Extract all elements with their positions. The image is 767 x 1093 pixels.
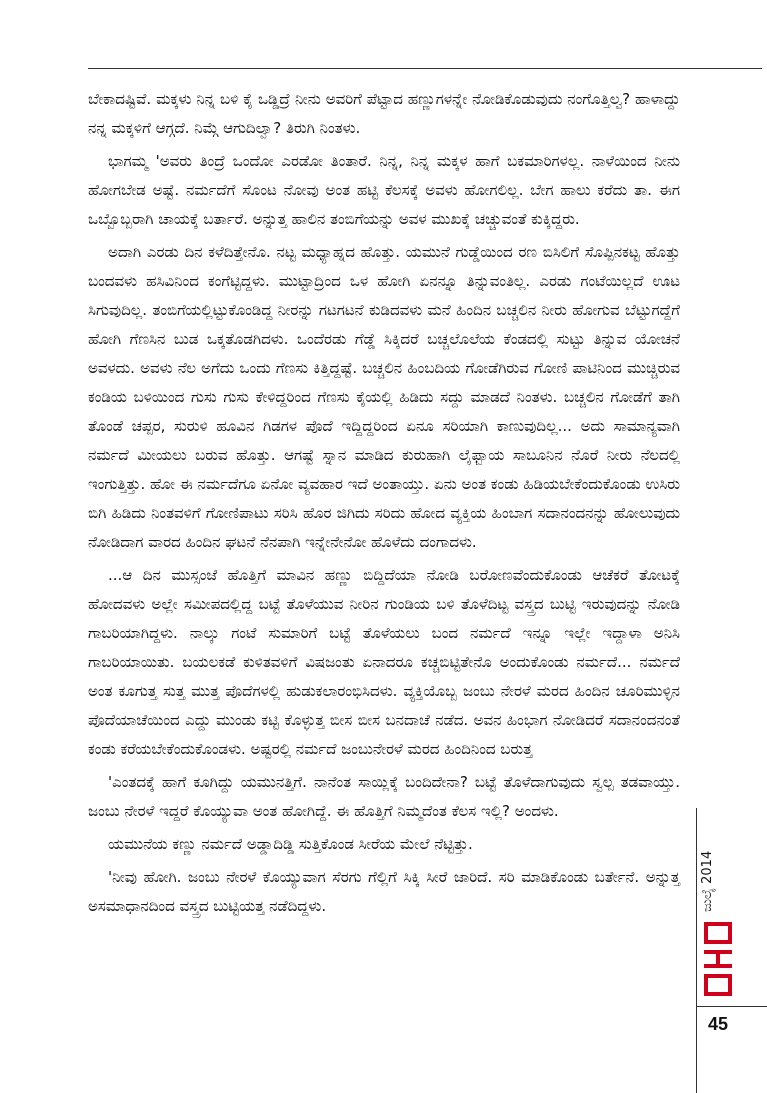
paragraph-2: ಭಾಗಮ್ಮ 'ಅವರು ತಿಂದ್ರೆ ಒಂದೋ ಎರಡೋ ತಿಂತಾರೆ. ನಿನ್ನ, ನಿನ್ನ ಮಕ್ಕಳ ಹಾಗೆ ಬಕಮಾರಿಗಳಲ್ಲ. ನಾಳೆಯಿಂದ ನೀನು ಹೋಗಬೇಡ ಅಷ್ಟೆ. ನರ್ಮದೆಗೆ ಸೊಂಟ ನೋವು ಅಂತ ಹಟ್ಟಿ ಕೆಲಸಕ್ಕೆ ಅವಳು ಹೋಗಲಿಲ್ಲ. ಬೇಗ ಹಾಲು ಕರೆದು ತಾ. ಈಗ ಒಬ್ಬೊಬ್ಬರಾಗಿ ಚಾಯಕ್ಕೆ ಬರ್ತಾರೆ. ಅನ್ನುತ್ತ ಹಾಲಿನ ತಂಬಿಗೆಯನ್ನು ಅವಳ ಮುಖಕ್ಕೆ ಚಚ್ಚುವಂತೆ ಕುಕ್ಕಿದ್ದರು. [88, 152, 680, 228]
magazine-logo [700, 920, 736, 1000]
page-number: 45 [708, 1014, 729, 1034]
issue-date: ಜುಲೈ 2014 [700, 850, 715, 912]
paragraph-5: 'ಎಂತದಕ್ಕೆ ಹಾಗೆ ಕೂಗಿದ್ದು ಯಮುನತ್ತಿಗೆ. ನಾನೆಂತ ಸಾಯ್ಲಿಕ್ಕೆ ಬಂದಿದೇನಾ? ಬಟ್ಟೆ ತೊಳೆದಾಗುವುದು ಸ್ವಲ್ಪ ತಡವಾಯ್ತು. ಜಂಬು ನೇರಳೆ ಇದ್ದರೆ ಕೊಯ್ಯುವಾ ಅಂತ ಹೋಗಿದ್ದೆ. ಈ ಹೊತ್ತಿಗೆ ನಿಮ್ಮದೆಂತ ಕೆಲಸ ಇಲ್ಲಿ? ಅಂದಳು. [88, 773, 680, 820]
paragraph-1: ಬೇಕಾದಷ್ಟಿವೆ. ಮಕ್ಕಳು ನಿನ್ನ ಬಳಿ ಕೈ ಒಡ್ಡಿದ್ರೆ ನೀನು ಅವರಿಗೆ ಪೆಟ್ಟಾದ ಹಣ್ಣುಗಳನ್ನೇ ನೋಡಿಕೊಡುವುದು ನಂಗೊತ್ತಿಲ್ವ? ಹಾಳಾದ್ದು ನನ್ನ ಮಕ್ಕಳಿಗೆ ಆಗ್ಗದೆ. ನಿಮ್ಗೆ ಆಗುದಿಲ್ವಾ? ತಿರುಗಿ ನಿಂತಳು. [88, 90, 680, 137]
story-body [88, 85, 680, 925]
paragraph-7: 'ನೀವು ಹೋಗಿ. ಜಂಬು ನೇರಳೆ ಕೊಯ್ಯುವಾಗ ಸೆರಗು ಗೆಲ್ಲಿಗೆ ಸಿಕ್ಕಿ ಸೀರೆ ಜಾರಿದೆ. ಸರಿ ಮಾಡಿಕೊಂಡು ಬರ್ತೇನೆ. ಅನ್ನುತ್ತ ಅಸಮಾಧಾನದಿಂದ ವಸ್ತ್ರದ ಬುಟ್ಟಿಯತ್ತ ನಡೆದಿದ್ದಳು. [88, 868, 680, 915]
paragraph-4: ...ಆ ದಿನ ಮುಸ್ಸಂಜೆ ಹೊತ್ತಿಗೆ ಮಾವಿನ ಹಣ್ಣು ಬಿದ್ದಿದೆಯಾ ನೋಡಿ ಬರೋಣವೆಂದುಕೊಂಡು ಆಚೆಕರೆ ತೋಟಕ್ಕೆ ಹೋದವಳು ಅಲ್ಲೇ ಸಮೀಪದಲ್ಲಿದ್ದ ಬಟ್ಟೆ ತೊಳೆಯುವ ನೀರಿನ ಗುಂಡಿಯ ಬಳಿ ತೊಳೆದಿಟ್ಟ ವಸ್ತ್ರದ ಬುಟ್ಟಿ ಇರುವುದನ್ನು ನೋಡಿ ಗಾಬರಿಯಾಗಿದ್ದಳು. ನಾಲ್ಕು ಗಂಟೆ ಸುಮಾರಿಗೆ ಬಟ್ಟೆ ತೊಳೆಯಲು ಬಂದ ನರ್ಮದೆ ಇನ್ನೂ ಇಲ್ಲೇ ಇದ್ದಾಳಾ ಅನಿಸಿ ಗಾಬರಿಯಾಯಿತು. ಬಯಲಕಡೆ ಕುಳಿತವಳಿಗೆ ವಿಷಜಂತು ಏನಾದರೂ ಕಚ್ಚಬಿಟ್ಟಿತೇನೊ ಅಂದುಕೊಂಡು ನರ್ಮದೆ... ನರ್ಮದೆ ಅಂತ ಕೂಗುತ್ತ ಸುತ್ತ ಮುತ್ತ ಪೊದೆಗಳಲ್ಲಿ ಹುಡುಕಲಾರಂಭಿಸಿದಳು. ವ್ಯಕ್ತಿಯೊಬ್ಬ ಜಂಬು ನೇರಳೆ ಮರದ ಹಿಂದಿನ ಚೂರಿಮುಳ್ಳಿನ ಪೊದೆಯಾಚೆಯಿಂದ ಎದ್ದು ಮುಂಡು ಕಟ್ಟಿ ಕೊಳ್ಳುತ್ತ ಬೀಸ ಬೀಸ ಬನದಾಚೆ ನಡೆದ. ಅವನ ಹಿಂಭಾಗ ನೋಡಿದರೆ ಸದಾನಂದನಂತೆ ಕಂಡು ಕರೆಯಬೇಕೆಂದುಕೊಂಡಳು. ಅಷ್ಟರಲ್ಲಿ ನರ್ಮದೆ ಜಂಬುನೇರಳೆ ಮರದ ಹಿಂದಿನಿಂದ ಬರುತ್ತ [88, 566, 681, 758]
page-number-rule [696, 1006, 767, 1007]
paragraph-3: ಅದಾಗಿ ಎರಡು ದಿನ ಕಳೆದಿತ್ತೇನೊ. ನಟ್ಟ ಮಧ್ಯಾಹ್ನದ ಹೊತ್ತು. ಯಮುನೆ ಗುಡ್ಡೆಯಿಂದ ರಣ ಬಿಸಿಲಿಗೆ ಸೊಪ್ಪಿನಕಟ್ಟ ಹೊತ್ತು ಬಂದವಳು ಹಸಿವಿನಿಂದ ಕಂಗೆಟ್ಟಿದ್ದಳು. ಮುಟ್ಟಾದ್ರಿಂದ ಒಳ ಹೋಗಿ ಏನನ್ನೂ ತಿನ್ನುವಂತಿಲ್ಲ. ಎರಡು ಗಂಟೆಯಿಲ್ಲದೆ ಊಟ ಸಿಗುವುದಿಲ್ಲ. ತಂಬಿಗೆಯಲ್ಲಿಟ್ಟುಕೊಂಡಿದ್ದ ನೀರನ್ನು ಗಟಗಟನೆ ಕುಡಿದವಳು ಮನೆ ಹಿಂದಿನ ಬಚ್ಚಲಿನ ನೀರು ಹೋಗುವ ಬೆಟ್ಟುಗದ್ದೆಗೆ ಹೋಗಿ ಗೆಣಸಿನ ಬುಡ ಒಕ್ಕತೊಡಗಿದಳು. ಒಂದೆರಡು ಗೆಡ್ಡೆ ಸಿಕ್ಕಿದರೆ ಬಚ್ಚಲೊಲೆಯ ಕೆಂಡದಲ್ಲಿ ಸುಟ್ಟು ತಿನ್ನುವ ಯೋಚನೆ ಅವಳದು. ಅವಳು ನೆಲ ಅಗೆದು ಒಂದು ಗೆಣಸು ಕಿತ್ತಿದ್ದಷ್ಟೆ. ಬಚ್ಚಲಿನ ಹಿಂಬದಿಯ ಗೋಡೆಗಿರುವ ಗೋಣಿ ಪಾಟಿನಿಂದ ಮುಚ್ಚಿರುವ ಕಂಡಿಯ ಬಳಿಯಿಂದ ಗುಸು ಗುಸು ಕೇಳಿದ್ದರಿಂದ ಗೆಣಸು ಕೈಯಲ್ಲಿ ಹಿಡಿದು ಸದ್ದು ಮಾಡದೆ ನಿಂತಳು. ಬಚ್ಚಲಿನ ಗೋಡೆಗೆ ತಾಗಿ ತೊಂಡೆ ಚಪ್ಪರ, ಸುರುಳಿ ಹೂವಿನ ಗಿಡಗಳ ಪೊದೆ ಇದ್ದಿದ್ದರಿಂದ ಏನೂ ಸರಿಯಾಗಿ ಕಾಣುವುದಿಲ್ಲ... ಅದು ಸಾಮಾನ್ಯವಾಗಿ ನರ್ಮದೆ ಮೀಯಲು ಬರುವ ಹೊತ್ತು. ಆಗಷ್ಟೆ ಸ್ನಾನ ಮಾಡಿದ ಕುರುಹಾಗಿ ಲೈಫ್ಬಾಯ ಸಾಬೂನಿನ ನೊರೆ ನೀರು ನೆಲದಲ್ಲಿ ಇಂಗುತ್ತಿತ್ತು. ಹೋ ಈ ನರ್ಮದೆಗೂ ಏನೋ ವ್ಯವಹಾರ ಇದೆ ಅಂತಾಯ್ತು. ಏನು ಅಂತ ಕಂಡು ಹಿಡಿಯಬೇಕೆಂದುಕೊಂಡು ಉಸಿರು ಬಿಗಿ ಹಿಡಿದು ನಿಂತವಳಿಗೆ ಗೋಣಿಪಾಟು ಸರಿಸಿ ಹೊರ ಜಿಗಿದು ಸರಿದು ಹೋದ ವ್ಯಕ್ತಿಯ ಹಿಂಬಾಗ ಸದಾನಂದನನ್ನು ಹೋಲುವುದು ನೋಡಿದಾಗ ವಾರದ ಹಿಂದಿನ ಘಟನೆ ನೆನಪಾಗಿ ಇನ್ನೇನೇನೋ ಹೊಳೆದು ದಂಗಾದಳು. [88, 243, 680, 551]
paragraph-6: ಯಮುನೆಯ ಕಣ್ಣು ನರ್ಮದೆ ಅಡ್ಡಾದಿಡ್ಡಿ ಸುತ್ತಿಕೊಂಡ ಸೀರೆಯ ಮೇಲೆ ನೆಟ್ಟಿತ್ತು. [108, 835, 473, 853]
top-rule [88, 68, 762, 69]
sidebar-rule [696, 808, 697, 1093]
